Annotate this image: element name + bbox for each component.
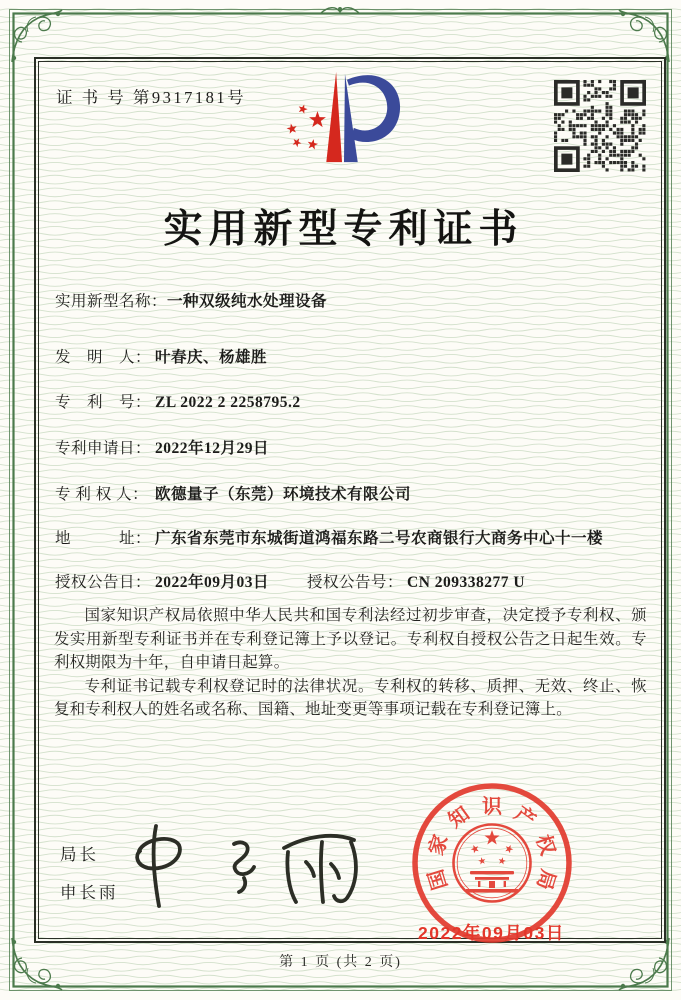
field-grant-row: [55, 570, 525, 592]
field-value: 2022年09月03日: [155, 574, 270, 591]
field-label: 实用新型名称：: [55, 293, 168, 310]
field-value: 2022年12月29日: [155, 440, 270, 457]
logo-stars-icon: [287, 104, 326, 149]
legal-text: [54, 604, 647, 722]
certificate-number: 证 书 号 第9317181号: [56, 88, 247, 107]
logo-wedge: [326, 72, 342, 162]
svg-text:权: 权: [531, 832, 559, 859]
signature-handwriting: [126, 818, 366, 913]
logo-bowl: [347, 75, 400, 142]
svg-text:知: 知: [444, 802, 474, 833]
field-label: 授权公告号：: [307, 574, 404, 591]
signer-title: 局长: [60, 845, 99, 864]
field-label: 发 明 人：: [55, 349, 152, 366]
field-value: CN 209338277 U: [407, 574, 526, 591]
seal-date: 2022年09月03日: [418, 923, 565, 943]
svg-text:局: 局: [532, 866, 559, 893]
qr-code: [554, 80, 646, 172]
body-paragraph-1: 国家知识产权局依照中华人民共和国专利法经过初步审查，决定授予专利权、颁发实用新型专利证书并在专利登记簿上予以登记。专利权自授权公告之日起生效。专利权期限为十年，自申请日起算。: [54, 607, 647, 671]
signer-name: 申长雨: [60, 883, 119, 902]
field-label: 专 利 权 人：: [55, 486, 149, 503]
field-value: 欧德量子（东莞）环境技术有限公司: [155, 486, 412, 503]
svg-text:识: 识: [482, 796, 502, 818]
national-emblem-icon: [454, 825, 531, 902]
field-label: 专利申请日：: [55, 440, 152, 457]
page-number: 第 1 页 (共 2 页): [279, 955, 402, 970]
body-paragraph-2: 专利证书记载专利权登记时的法律状况。专利权的转移、质押、无效、终止、恢复和专利权人的姓名或名称、国籍、地址变更等事项记载在专利登记簿上。: [54, 677, 647, 718]
logo-stem: [344, 74, 358, 162]
svg-text:产: 产: [510, 802, 540, 833]
field-value: 广东省东莞市东城街道鸿福东路二号农商银行大商务中心十一楼: [155, 530, 604, 547]
field-label: 专 利 号：: [55, 394, 152, 411]
emblem-gate: [466, 871, 518, 893]
field-label: 地 址：: [55, 530, 152, 547]
qr-modules: [554, 80, 646, 172]
field-value: 一种双级纯水处理设备: [167, 293, 328, 310]
field-grant-number: [307, 574, 525, 591]
field-filing-date: [55, 436, 269, 458]
certificate-title: 实用新型专利证书: [163, 208, 524, 251]
field-patentee: [55, 482, 411, 504]
field-utility-name: [55, 289, 327, 311]
cnipa-logo-icon: [281, 64, 405, 172]
field-value: ZL 2022 2 2258795.2: [155, 394, 301, 411]
field-patent-number: [55, 390, 301, 412]
svg-text:家: 家: [425, 832, 453, 859]
field-grant-date: [55, 574, 269, 591]
field-value: 叶春庆、杨雄胜: [155, 349, 268, 366]
field-inventors: [55, 345, 267, 367]
field-label: 授权公告日：: [55, 574, 152, 591]
field-address: [55, 526, 603, 548]
svg-text:国: 国: [425, 866, 452, 893]
